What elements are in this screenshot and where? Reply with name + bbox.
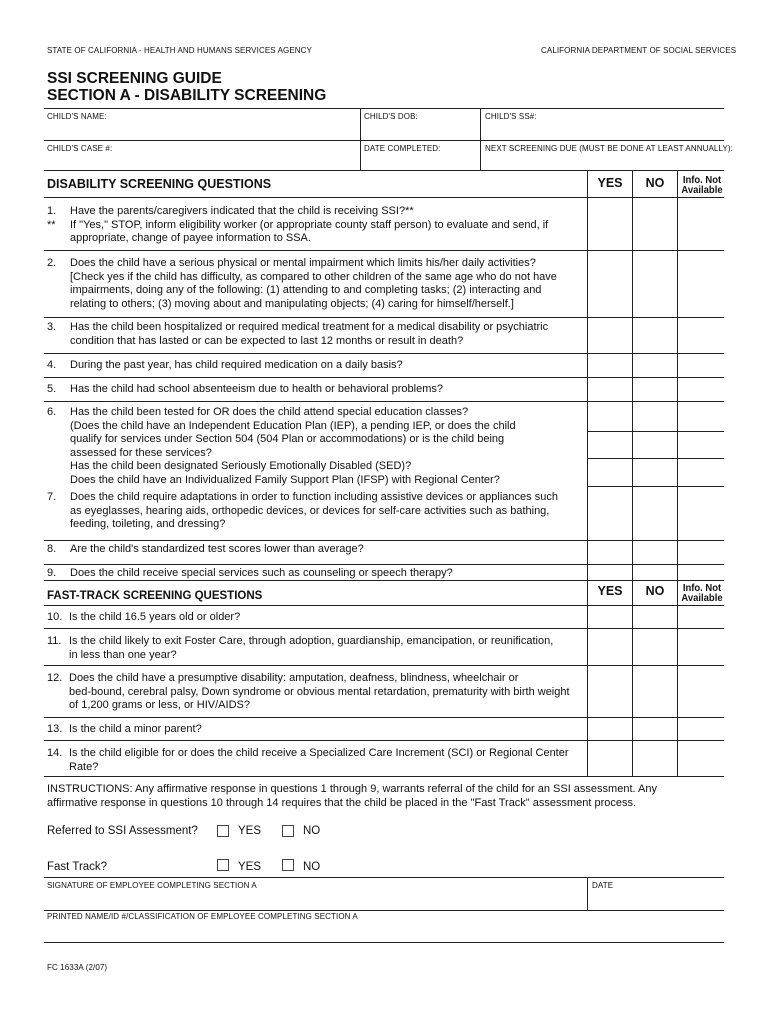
answer-cell-no[interactable] bbox=[633, 402, 677, 431]
printed-name-label: PRINTED NAME/ID #/CLASSIFICATION OF EMPLOYEE COMPLETING SECTION A bbox=[47, 912, 358, 921]
answer-cell-info-not-available[interactable] bbox=[678, 459, 724, 486]
next-screening-label: NEXT SCREENING DUE (MUST BE DONE AT LEAST ANNUALLY): bbox=[485, 144, 733, 153]
answer-cell-no[interactable] bbox=[633, 459, 677, 486]
answer-cell-info-not-available[interactable] bbox=[678, 565, 724, 580]
referred-no-label: NO bbox=[303, 825, 321, 837]
answer-cell-no[interactable] bbox=[633, 354, 677, 377]
fasttrack-info-header: Info. Not Available bbox=[681, 582, 723, 604]
answer-cell-yes[interactable] bbox=[588, 565, 632, 580]
childs-name-field[interactable] bbox=[46, 122, 356, 138]
fast-track-yes-checkbox[interactable] bbox=[217, 859, 229, 871]
answer-cell-info-not-available[interactable] bbox=[678, 541, 724, 564]
answer-cell-no[interactable] bbox=[633, 741, 677, 776]
answer-cell-no[interactable] bbox=[633, 487, 677, 540]
childs-ss-label: CHILD'S SS#: bbox=[485, 112, 537, 121]
answer-cell-info-not-available[interactable] bbox=[678, 718, 724, 740]
answer-cell-info-not-available[interactable] bbox=[678, 198, 724, 250]
answer-cell-no[interactable] bbox=[633, 251, 677, 317]
answer-cell-no[interactable] bbox=[633, 318, 677, 353]
fast-track-label: Fast Track? bbox=[47, 861, 108, 873]
childs-dob-label: CHILD'S DOB: bbox=[364, 112, 418, 121]
answer-cell-yes[interactable] bbox=[588, 487, 632, 540]
signature-label: SIGNATURE OF EMPLOYEE COMPLETING SECTION A bbox=[47, 881, 257, 890]
fast-track-no-label: NO bbox=[303, 861, 321, 873]
answer-cell-info-not-available[interactable] bbox=[678, 629, 724, 665]
answer-cell-yes[interactable] bbox=[588, 354, 632, 377]
disability-section-heading: DISABILITY SCREENING QUESTIONS bbox=[47, 177, 272, 191]
answer-cell-info-not-available[interactable] bbox=[678, 432, 724, 458]
answer-cell-no[interactable] bbox=[633, 378, 677, 401]
answer-cell-no[interactable] bbox=[633, 541, 677, 564]
answer-cell-no[interactable] bbox=[633, 666, 677, 717]
answer-cell-info-not-available[interactable] bbox=[678, 251, 724, 317]
agency-right: CALIFORNIA DEPARTMENT OF SOCIAL SERVICES bbox=[541, 46, 737, 55]
answer-cell-no[interactable] bbox=[633, 565, 677, 580]
no-column-header: NO bbox=[645, 176, 665, 190]
answer-cell-info-not-available[interactable] bbox=[678, 666, 724, 717]
childs-dob-field[interactable] bbox=[364, 122, 476, 138]
answer-cell-yes[interactable] bbox=[588, 432, 632, 458]
date-label: DATE bbox=[592, 881, 614, 890]
date-completed-field[interactable] bbox=[364, 154, 476, 168]
agency-left: STATE OF CALIFORNIA - HEALTH AND HUMANS SERVICES AGENCY bbox=[47, 46, 312, 55]
fasttrack-no-header: NO bbox=[645, 584, 665, 598]
answer-cell-info-not-available[interactable] bbox=[678, 378, 724, 401]
form-number: FC 1633A (2/07) bbox=[47, 963, 108, 972]
answer-cell-no[interactable] bbox=[633, 718, 677, 740]
answer-cell-no[interactable] bbox=[633, 629, 677, 665]
printed-name-field[interactable] bbox=[46, 924, 722, 940]
page-subtitle: SECTION A - DISABILITY SCREENING bbox=[47, 87, 327, 104]
referred-yes-checkbox[interactable] bbox=[217, 825, 229, 837]
answer-cell-yes[interactable] bbox=[588, 741, 632, 776]
answer-cell-yes[interactable] bbox=[588, 666, 632, 717]
date-field[interactable] bbox=[590, 892, 720, 908]
next-screening-field[interactable] bbox=[485, 154, 720, 168]
page-title: SSI SCREENING GUIDE bbox=[47, 70, 222, 87]
answer-cell-yes[interactable] bbox=[588, 402, 632, 431]
yes-column-header: YES bbox=[597, 176, 623, 190]
answer-cell-yes[interactable] bbox=[588, 459, 632, 486]
answer-cell-yes[interactable] bbox=[588, 318, 632, 353]
answer-cell-yes[interactable] bbox=[588, 251, 632, 317]
instructions: INSTRUCTIONS: Any affirmative response in questions 1 through 9, warrants referral of the child for an SSI assessment. Any affirmative response in questions 10 through 14 requires that the child be placed in the "Fast Track" assessment process. bbox=[47, 783, 657, 809]
answer-cell-yes[interactable] bbox=[588, 378, 632, 401]
answer-cell-info-not-available[interactable] bbox=[678, 487, 724, 540]
fasttrack-section-heading: FAST-TRACK SCREENING QUESTIONS bbox=[47, 590, 263, 602]
answer-cell-no[interactable] bbox=[633, 432, 677, 458]
answer-cell-no[interactable] bbox=[633, 606, 677, 628]
answer-cell-yes[interactable] bbox=[588, 198, 632, 250]
answer-cell-info-not-available[interactable] bbox=[678, 606, 724, 628]
childs-case-field[interactable] bbox=[46, 154, 356, 168]
childs-ss-field[interactable] bbox=[485, 122, 720, 138]
answer-cell-no[interactable] bbox=[633, 198, 677, 250]
answer-cell-yes[interactable] bbox=[588, 629, 632, 665]
answer-cell-info-not-available[interactable] bbox=[678, 354, 724, 377]
childs-name-label: CHILD'S NAME: bbox=[47, 112, 107, 121]
answer-cell-yes[interactable] bbox=[588, 541, 632, 564]
referred-no-checkbox[interactable] bbox=[282, 825, 294, 837]
answer-cell-yes[interactable] bbox=[588, 718, 632, 740]
fasttrack-yes-header: YES bbox=[597, 584, 623, 598]
referred-yes-label: YES bbox=[238, 825, 262, 837]
answer-cell-info-not-available[interactable] bbox=[678, 741, 724, 776]
fast-track-yes-label: YES bbox=[238, 861, 262, 873]
referred-label: Referred to SSI Assessment? bbox=[47, 825, 198, 837]
date-completed-label: DATE COMPLETED: bbox=[364, 144, 441, 153]
answer-cell-info-not-available[interactable] bbox=[678, 318, 724, 353]
childs-case-label: CHILD'S CASE #: bbox=[47, 144, 113, 153]
signature-field[interactable] bbox=[46, 892, 584, 908]
answer-cell-yes[interactable] bbox=[588, 606, 632, 628]
fast-track-no-checkbox[interactable] bbox=[282, 859, 294, 871]
answer-cell-info-not-available[interactable] bbox=[678, 402, 724, 431]
info-column-header: Info. Not Available bbox=[681, 174, 723, 196]
